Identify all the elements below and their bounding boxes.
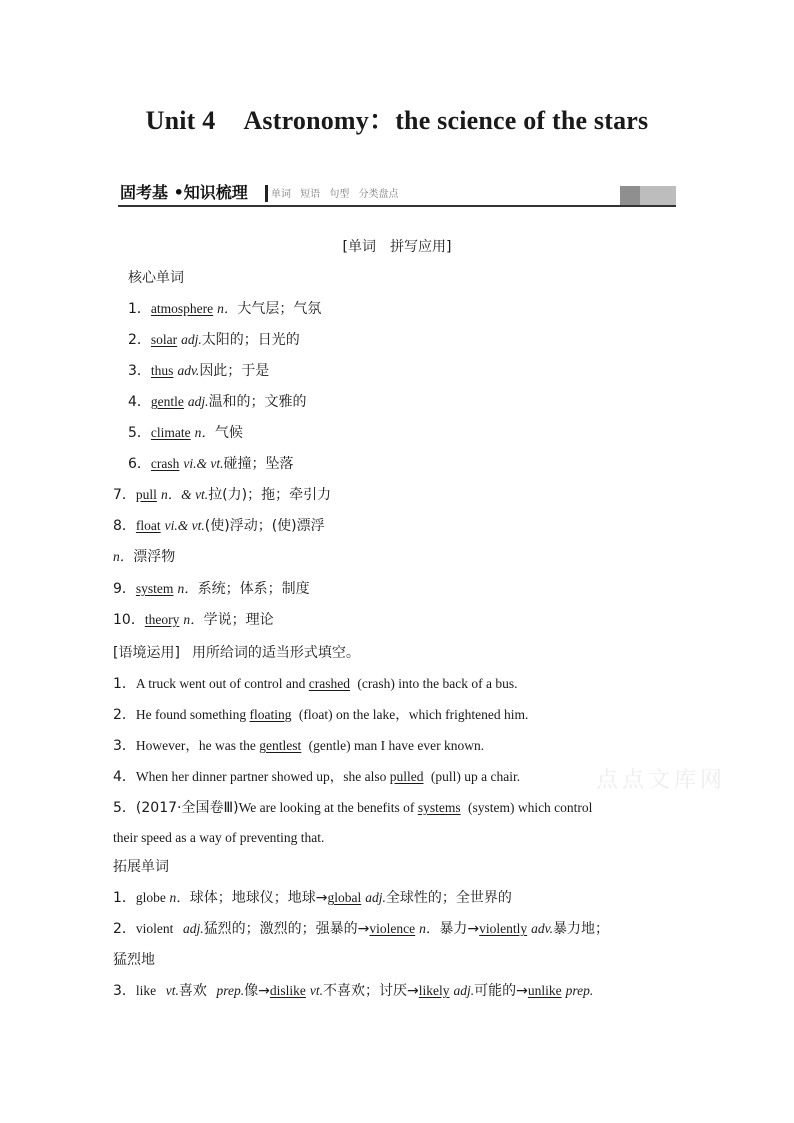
ext-item: 2．violent adj.猛烈的；激烈的；强暴的→violence n．暴力→violently adv.暴力地； [113,921,610,937]
core-item: 1．atmosphere n．大气层；气氛 [128,301,322,317]
banner-subnav [271,188,405,202]
section-header: [单词 拼写应用] [342,239,452,255]
answer-blank: crashed [308,676,350,691]
page-title [0,100,794,137]
banner-sub-item: 分类盘点 [358,189,399,200]
banner-block-light [640,186,676,205]
answer-blank: gentlest [259,738,302,753]
answer-blank: violently [479,921,528,936]
answer-blank: floating [249,707,292,722]
sentence-item: 2．He found something floating (float) on the lake，which frightened him. [113,707,529,723]
sentence-item: 5．(2017·全国卷Ⅲ)We are looking at the benefits of systems (system) which control [113,800,593,816]
core-item: 2．solar adj.太阳的；日光的 [128,332,300,348]
answer-blank: gentle [150,394,184,409]
ext-item: 3．like vt.喜欢 prep.像→dislike vt.不喜欢；讨厌→likely adj.可能的→unlike prep. [113,983,594,999]
answer-blank: global [327,890,362,905]
answer-blank: systems [417,800,461,815]
core-item: 10．theory n．学说；理论 [113,612,274,628]
core-item: 7．pull n．& vt.拉(力)；拖；牵引力 [113,487,332,503]
banner-sub-item: 句型 [329,189,350,200]
answer-blank: float [135,518,161,533]
core-item: 9．system n．系统；体系；制度 [113,581,310,597]
extended-words-header: 拓展单词 [113,859,169,875]
watermark: 点点文库网 [596,768,727,793]
sentence-item: 4．When her dinner partner showed up，she also pulled (pull) up a chair. [113,769,521,785]
answer-blank: thus [150,363,174,378]
ext-item: 1．globe n．球体；地球仪；地球→global adj.全球性的；全世界的 [113,890,512,906]
core-item: 6．crash vi.& vt.碰撞；坠落 [128,456,294,472]
banner-sub-item: 单词 [271,189,291,200]
core-item-continued: n．漂浮物 [113,549,176,565]
banner-divider [265,185,268,202]
core-item: 4．gentle adj.温和的；文雅的 [128,394,307,410]
sentence-item: 3．However，he was the gentlest (gentle) man I have ever known. [113,738,485,754]
section-banner [118,183,676,207]
ext-item-continued: 猛烈地 [113,952,155,968]
answer-blank: pulled [389,769,424,784]
answer-blank: theory [144,612,180,627]
core-item: 8．float vi.& vt.(使)浮动；(使)漂浮 [113,518,325,534]
answer-blank: unlike [527,983,562,998]
answer-blank: crash [150,456,180,471]
answer-blank: atmosphere [150,301,214,316]
core-item: 3．thus adv.因此；于是 [128,363,270,379]
answer-blank: dislike [269,983,306,998]
answer-blank: pull [135,487,157,502]
source-tag: (2017·全国卷Ⅲ) [135,800,239,816]
unit-topic: Astronomy：the science of the stars [243,106,649,135]
sentence-item-continued: their speed as a way of preventing that. [113,830,325,845]
answer-blank: solar [150,332,178,347]
banner-sub-item: 短语 [300,189,321,200]
answer-blank: system [135,581,174,596]
banner-block-dark [620,186,640,205]
sentence-item: 1．A truck went out of control and crashed (crash) into the back of a bus. [113,676,518,692]
core-item: 5．climate n．气候 [128,425,243,441]
answer-blank: violence [369,921,416,936]
context-tag: [语境运用] [113,645,180,661]
answer-blank: likely [418,983,450,998]
unit-label: Unit 4 [145,106,216,135]
core-words-header: 核心单词 [128,270,184,286]
banner-lead: 固考基 •知识梳理 [120,183,248,202]
context-instruction: [语境运用] 用所给词的适当形式填空。 [113,645,360,661]
answer-blank: climate [150,425,191,440]
